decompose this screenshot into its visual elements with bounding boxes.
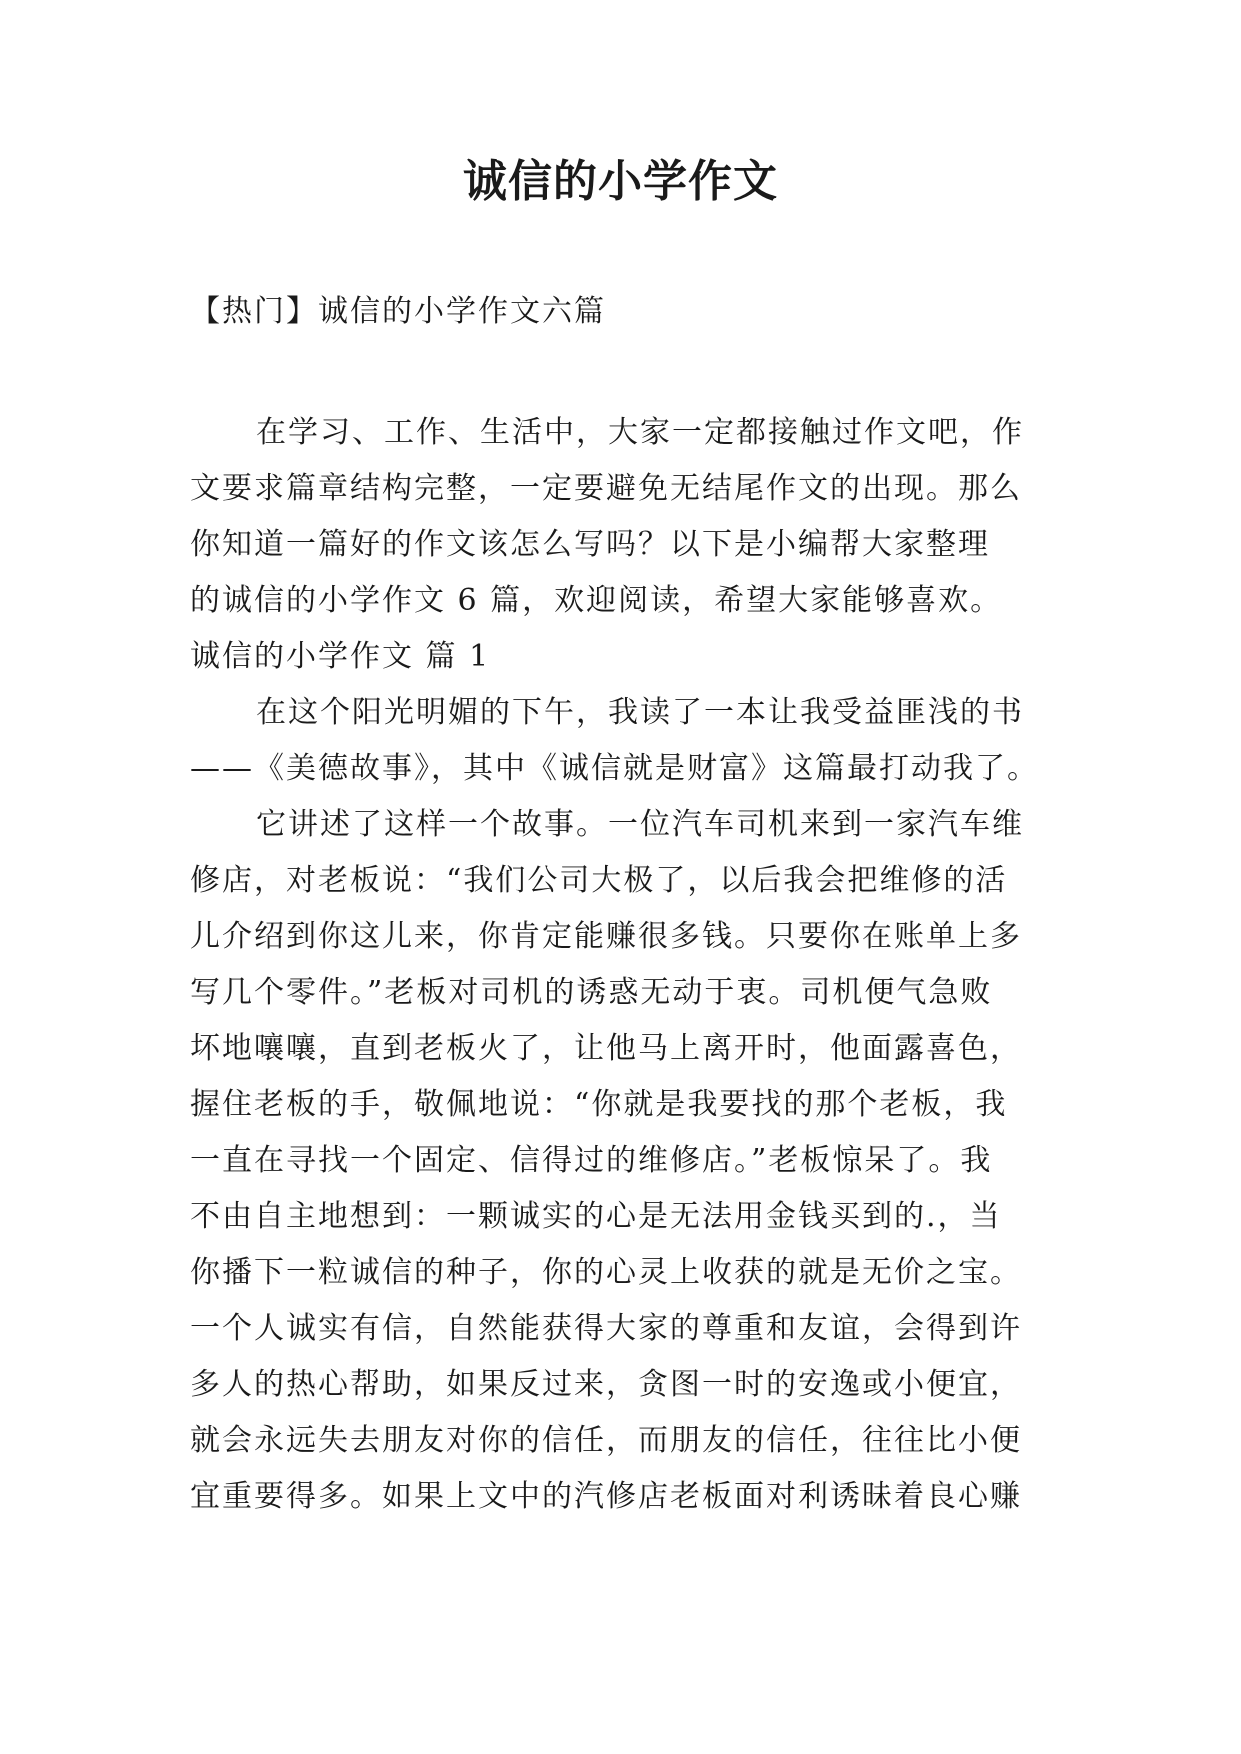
paragraph-line: 它讲述了这样一个故事。一位汽车司机来到一家汽车维 bbox=[256, 807, 1024, 842]
paragraph-line: 就会永远失去朋友对你的信任，而朋友的信任，往往比小便 bbox=[190, 1423, 1022, 1458]
paragraph-line: 文要求篇章结构完整，一定要避免无结尾作文的出现。那么 bbox=[190, 471, 1022, 506]
document-subtitle: 【热门】诚信的小学作文六篇 bbox=[190, 294, 606, 329]
paragraph-line: 你播下一粒诚信的种子，你的心灵上收获的就是无价之宝。 bbox=[190, 1255, 1022, 1290]
paragraph-line: 在学习、工作、生活中，大家一定都接触过作文吧，作 bbox=[256, 415, 1024, 450]
paragraph-line: 你知道一篇好的作文该怎么写吗？以下是小编帮大家整理 bbox=[190, 527, 990, 562]
paragraph-line: 儿介绍到你这儿来，你肯定能赚很多钱。只要你在账单上多 bbox=[190, 919, 1022, 954]
paragraph-line: 一个人诚实有信，自然能获得大家的尊重和友谊，会得到许 bbox=[190, 1311, 1022, 1346]
paragraph-line: 写几个零件。”老板对司机的诱惑无动于衷。司机便气急败 bbox=[190, 975, 993, 1010]
document-title: 诚信的小学作文 bbox=[463, 156, 778, 207]
paragraph-line: 一直在寻找一个固定、信得过的维修店。”老板惊呆了。我 bbox=[190, 1143, 993, 1178]
paragraph-line: 在这个阳光明媚的下午，我读了一本让我受益匪浅的书 bbox=[256, 695, 1024, 730]
paragraph-line: 不由自主地想到：一颗诚实的心是无法用金钱买到的.，当 bbox=[190, 1199, 1002, 1234]
section-heading: 诚信的小学作文 篇 1 bbox=[190, 639, 491, 674]
paragraph-line: 的诚信的小学作文 6 篇，欢迎阅读，希望大家能够喜欢。 bbox=[190, 583, 1003, 618]
paragraph-line: 坏地嚷嚷，直到老板火了，让他马上离开时，他面露喜色， bbox=[190, 1031, 1022, 1066]
paragraph-line: 宜重要得多。如果上文中的汽修店老板面对利诱昧着良心赚 bbox=[190, 1479, 1022, 1514]
document-body bbox=[190, 405, 1070, 1525]
paragraph-line: ——《美德故事》，其中《诚信就是财富》这篇最打动我了。 bbox=[190, 751, 1039, 786]
paragraph-line: 多人的热心帮助，如果反过来，贪图一时的安逸或小便宜， bbox=[190, 1367, 1022, 1402]
paragraph-line: 修店，对老板说：“我们公司大极了，以后我会把维修的活 bbox=[190, 863, 1008, 898]
paragraph-line: 握住老板的手，敬佩地说：“你就是我要找的那个老板，我 bbox=[190, 1087, 1008, 1122]
